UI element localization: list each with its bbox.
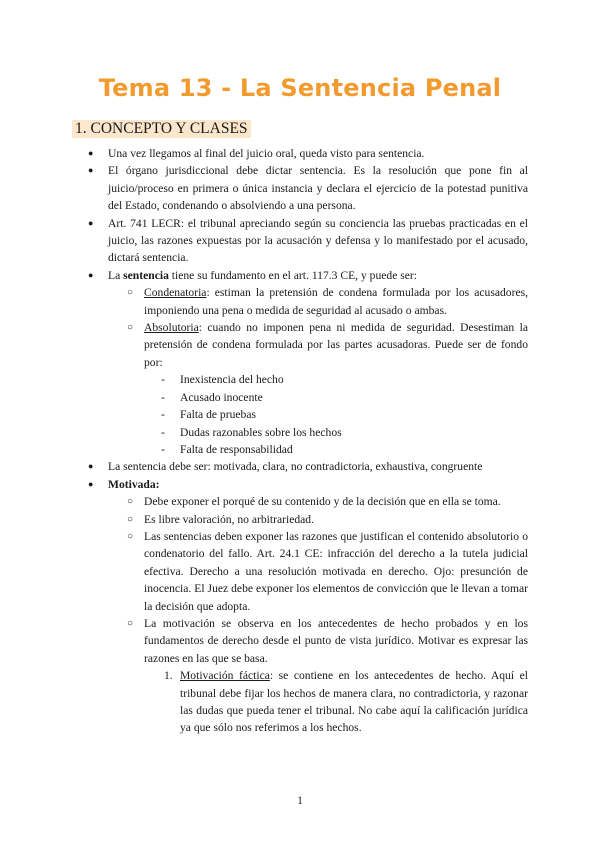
document-body [0, 145, 600, 737]
document-title: Tema 13 - La Sentencia Penal [98, 74, 502, 102]
dash-list-item [0, 406, 600, 423]
sub-list-item [0, 528, 600, 615]
list-item [0, 145, 600, 162]
sub-list-item [0, 615, 600, 667]
item-text: Dudas razonables sobre los hechos [180, 425, 342, 439]
dash-marker: - [161, 373, 165, 387]
sub-list-item [0, 319, 600, 371]
item-text: Art. 741 LECR: el tribunal apreciando según su conciencia las pruebas practicadas en el juicio, las razones expuestas por la acusación y defensa y lo manifestado por el acusado, dictará sentencia. [108, 216, 528, 265]
item-text: Una vez llegamos al final del juicio oral, queda visto para sentencia. [108, 147, 425, 160]
circle-bullet-icon: ○ [127, 496, 134, 508]
bullet-icon: ● [88, 148, 94, 158]
circle-bullet-icon: ○ [127, 322, 134, 334]
list-item [0, 162, 600, 214]
item-text: : estiman la pretensión de condena formulada por los acusadores, imponiendo una pena o medida de seguridad al acusado o ambas. [144, 286, 528, 317]
circle-bullet-icon: ○ [127, 513, 134, 525]
dash-marker: - [161, 425, 165, 439]
term-condenatoria: Condenatoria [144, 286, 207, 300]
term-motivacion-factica: Motivación fáctica [180, 669, 270, 683]
dash-list-item [0, 389, 600, 406]
term-absolutoria: Absolutoria [144, 321, 199, 335]
circle-bullet-icon: ○ [127, 287, 134, 299]
item-text-post: tiene su fundamento en el art. 117.3 CE, y puede ser: [168, 268, 417, 282]
item-text: El órgano jurisdiccional debe dictar sentencia. Es la resolución que pone fin al juicio/proceso en primera o única instancia y declara el ejercicio de la potestad punitiva del Estado, condenando o absolviendo a una persona. [108, 164, 528, 213]
bullet-icon: ● [88, 269, 94, 280]
bullet-icon: ● [88, 478, 94, 489]
item-text-bold: Motivada: [108, 477, 160, 491]
bullet-icon: ● [88, 461, 94, 472]
item-text: Es libre valoración, no arbitrariedad. [144, 512, 314, 526]
item-text-pre: La [108, 268, 124, 282]
list-item [0, 215, 600, 267]
item-text-bold: sentencia [123, 268, 169, 282]
section-heading: 1. CONCEPTO Y CLASES [72, 120, 251, 138]
item-text: Acusado inocente [180, 390, 263, 404]
item-text: Inexistencia del hecho [180, 373, 284, 387]
item-text: Falta de responsabilidad [180, 442, 293, 456]
item-text: Debe exponer el porqué de su contenido y de la decisión que en ella se toma. [144, 495, 501, 509]
list-item [0, 476, 600, 493]
item-text: Falta de pruebas [180, 408, 256, 422]
item-text: : cuando no imponen pena ni medida de seguridad. Desestiman la pretensión de condena formulada por las partes acusadoras. Puede ser de fondo por: [144, 321, 528, 369]
circle-bullet-icon: ○ [127, 617, 134, 629]
number-marker: 1. [164, 669, 173, 683]
list-item [0, 458, 600, 475]
item-text: : se contiene en los antecedentes de hecho. Aquí el tribunal debe fijar los hechos de manera clara, no contradictoria, y razonar las dudas que pueda tener el tribunal. No cabe aquí la calificación jurídica ya que sólo nos referimos a los hechos. [180, 669, 528, 735]
sub-list-item [0, 511, 600, 528]
list-item [0, 267, 600, 284]
item-text: La motivación se observa en los antecedentes de hecho probados y en los fundamentos de derecho desde el punto de vista jurídico. Motivar es expresar las razones en las que se basa. [144, 616, 528, 665]
item-text: La sentencia debe ser: motivada, clara, no contradictoria, exhaustiva, congruente [108, 460, 483, 474]
item-text: Las sentencias deben exponer las razones que justifican el contenido absolutorio o condenatorio del fallo. Art. 24.1 CE: infracción del derecho a la tutela judicial efectiva. Derecho a una resolución motivada en derecho. Ojo: presunción de inocencia. El Juez debe exponer los elementos de convicción que le llevan a tomar la decisión que adopta. [144, 529, 528, 613]
dash-marker: - [161, 442, 165, 456]
dash-list-item [0, 441, 600, 458]
circle-bullet-icon: ○ [127, 530, 134, 542]
numbered-list-item [0, 667, 600, 737]
sub-list-item [0, 284, 600, 319]
dash-list-item [0, 424, 600, 441]
dash-marker: - [161, 408, 165, 422]
sub-list-item [0, 493, 600, 510]
dash-marker: - [161, 390, 165, 404]
page-number: 1 [297, 794, 303, 807]
bullet-icon: ● [88, 165, 94, 176]
bullet-icon: ● [88, 217, 94, 228]
dash-list-item [0, 371, 600, 388]
